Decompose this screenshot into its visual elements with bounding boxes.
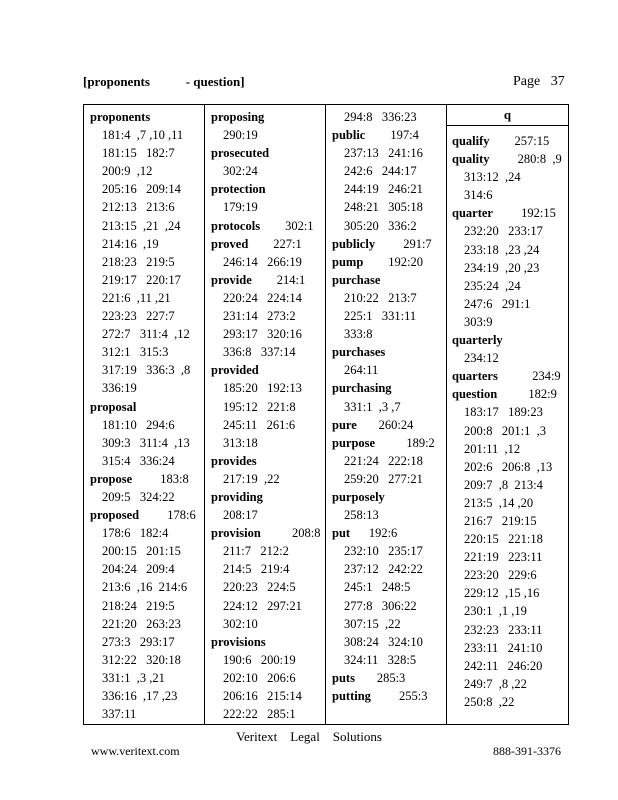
index-ref: 259:20 277:21: [344, 471, 423, 486]
index-ref: 242:6 244:17: [344, 164, 417, 179]
index-ref: 242:11 246:20: [464, 658, 543, 673]
index-entry: [90, 470, 204, 488]
index-term: propose: [90, 471, 133, 486]
index-ref: 189:2: [375, 435, 435, 450]
index-ref: 213:5 ,14 ,20: [464, 495, 534, 510]
index-entry: [452, 132, 568, 150]
index-ref: 290:19: [223, 128, 258, 143]
index-ref: 231:14 273:2: [223, 309, 296, 324]
index-term: purposely: [332, 489, 385, 504]
index-entry: [332, 524, 446, 542]
index-ref: 234:9: [497, 369, 561, 384]
index-ref: 305:20 336:2: [344, 218, 417, 233]
index-entry: [332, 253, 446, 271]
index-term: protection: [211, 182, 266, 197]
index-ref: 223:20 229:6: [464, 568, 537, 583]
index-ref: 183:17 189:23: [464, 405, 543, 420]
index-entry: [211, 235, 325, 253]
index-ref: 313:18: [223, 435, 258, 450]
index-ref: 208:17: [223, 508, 258, 523]
index-ref: 237:12 242:22: [344, 562, 423, 577]
index-ref: 331:1 ,3 ,21: [102, 670, 165, 685]
index-ref: 280:8 ,9: [489, 152, 562, 167]
footer-website: www.veritext.com: [91, 744, 180, 758]
index-ref: 337:11: [102, 707, 137, 722]
index-ref: 200:15 201:15: [102, 544, 181, 559]
index-column-4: [447, 105, 568, 724]
index-ref: 200:9 ,12: [102, 164, 153, 179]
index-ref: 185:20 192:13: [223, 381, 302, 396]
index-ref: 218:24 219:5: [102, 598, 175, 613]
index-ref: 302:10: [223, 616, 258, 631]
index-entry: [452, 150, 568, 168]
index-ref: 223:23 227:7: [102, 309, 175, 324]
index-ref: 312:1 315:3: [102, 345, 169, 360]
index-ref: 260:24: [356, 417, 414, 432]
index-entry: [211, 217, 325, 235]
index-ref: 181:15 182:7: [102, 146, 175, 161]
index-ref: 291:7: [375, 236, 432, 251]
index-ref: 246:14 266:19: [223, 254, 302, 269]
index-ref: 220:15 221:18: [464, 532, 543, 547]
index-term: purpose: [332, 435, 376, 450]
index-ref: 294:8 336:23: [344, 110, 417, 124]
index-term: quarterly: [452, 333, 503, 348]
index-term: pump: [332, 254, 364, 269]
index-entry: [332, 687, 446, 705]
index-ref: 237:13 241:16: [344, 146, 423, 161]
index-ref: 313:12 ,24: [464, 170, 521, 185]
index-ref: 302:24: [223, 164, 258, 179]
index-ref: 219:17 220:17: [102, 272, 181, 287]
index-ref: 178:6: [139, 508, 196, 523]
index-ref: 202:10 206:6: [223, 670, 296, 685]
index-ref: 277:8 306:22: [344, 598, 417, 613]
index-ref: 245:11 261:6: [223, 417, 296, 432]
index-ref: 218:23 219:5: [102, 254, 175, 269]
index-range-header: [proponents - question]: [83, 74, 245, 89]
letter-heading: q: [447, 105, 568, 126]
index-ref: 216:7 219:15: [464, 513, 537, 528]
index-ref: 232:20 233:17: [464, 224, 543, 239]
index-entry: [211, 524, 325, 542]
footer-company: Veritext Legal Solutions: [236, 729, 382, 744]
index-ref: 214:5 219:4: [223, 562, 290, 577]
index-ref: 293:17 320:16: [223, 327, 302, 342]
index-ref: 336:8 337:14: [223, 345, 296, 360]
index-ref: 285:3: [354, 670, 406, 685]
index-ref: 205:16 209:14: [102, 182, 181, 197]
index-ref: 214:1: [251, 272, 306, 287]
index-ref: 336:16 ,17 ,23: [102, 689, 178, 703]
index-ref: 221:19 223:11: [464, 550, 543, 565]
index-entry: [332, 669, 446, 687]
index-term: purchasing: [332, 381, 392, 396]
index-ref: 315:4 336:24: [102, 453, 175, 468]
index-entry: [332, 416, 446, 434]
index-ref: 302:1: [260, 218, 314, 233]
index-column-1: [84, 105, 205, 724]
index-entry: [452, 204, 568, 222]
index-entry: [452, 385, 568, 403]
index-term: providing: [211, 489, 263, 504]
index-ref: 182:9: [497, 387, 557, 402]
index-ref: 249:7 ,8 ,22: [464, 676, 527, 691]
index-term: question: [452, 387, 498, 402]
index-term: proposal: [90, 399, 137, 414]
index-ref: 234:12: [464, 351, 499, 366]
index-term: purchase: [332, 272, 381, 287]
index-ref: 230:1 ,1 ,19: [464, 604, 527, 619]
page-number: Page 37: [513, 74, 565, 89]
index-ref: 225:1 331:11: [344, 309, 417, 324]
index-ref: 220:23 224:5: [223, 580, 296, 595]
index-ref: 213:6 ,16 214:6: [102, 580, 188, 595]
index-ref: 202:6 206:8 ,13: [464, 459, 553, 474]
index-term: quarter: [452, 206, 493, 221]
index-ref: 190:6 200:19: [223, 652, 296, 667]
index-ref: 247:6 291:1: [464, 296, 531, 311]
index-term: public: [332, 128, 366, 143]
index-ref: 179:19: [223, 200, 258, 215]
index-ref: 273:3 293:17: [102, 634, 175, 649]
index-ref: 258:13: [344, 508, 379, 523]
index-ref: 331:1 ,3 ,7: [344, 399, 401, 414]
index-term: prosecuted: [211, 146, 270, 161]
index-ref: 235:24 ,24: [464, 278, 521, 293]
index-ref: 192:20: [363, 254, 424, 269]
index-ref: 257:15: [489, 134, 550, 148]
index-term: provide: [211, 272, 252, 287]
index-ref: 214:16 ,19: [102, 236, 159, 251]
index-term: proponents: [90, 110, 151, 124]
index-entry: [332, 434, 446, 452]
index-ref: 181:10 294:6: [102, 417, 175, 432]
index-ref: 333:8: [344, 327, 373, 342]
index-ref: 234:19 ,20 ,23: [464, 260, 540, 275]
index-term: put: [332, 526, 351, 541]
index-ref: 217:19 ,22: [223, 471, 280, 486]
index-ref: 317:19 336:3 ,8: [102, 363, 191, 378]
index-ref: 211:7 212:2: [223, 544, 289, 559]
index-ref: 209:5 324:22: [102, 489, 175, 504]
index-ref: 192:6: [350, 526, 398, 541]
index-ref: 255:3: [370, 689, 428, 703]
index-ref: 250:8 ,22: [464, 694, 515, 709]
index-ref: 181:4 ,7 ,10 ,11: [102, 128, 184, 143]
index-column-2: [205, 105, 326, 724]
index-term: putting: [332, 689, 371, 703]
index-ref: 227:1: [248, 236, 302, 251]
index-ref: 232:10 235:17: [344, 544, 423, 559]
index-term: protocols: [211, 218, 261, 233]
index-entry: [332, 235, 446, 253]
index-ref: 244:19 246:21: [344, 182, 423, 197]
index-term: quarters: [452, 369, 498, 384]
index-ref: 264:11: [344, 363, 379, 378]
index-ref: 312:22 320:18: [102, 652, 181, 667]
index-ref: 308:24 324:10: [344, 634, 423, 649]
index-ref: 324:11 328:5: [344, 652, 417, 667]
index-ref: 224:12 297:21: [223, 598, 302, 613]
index-ref: 221:24 222:18: [344, 453, 423, 468]
index-term: pure: [332, 417, 357, 432]
index-term: qualify: [452, 134, 490, 148]
index-ref: 209:7 ,8 213:4: [464, 477, 543, 492]
index-term: provision: [211, 526, 261, 541]
index-ref: 303:9: [464, 314, 493, 329]
index-ref: 200:8 201:1 ,3: [464, 423, 546, 438]
index-ref: 206:16 215:14: [223, 689, 302, 703]
index-term: publicly: [332, 236, 376, 251]
index-term: puts: [332, 670, 355, 685]
index-ref: 210:22 213:7: [344, 290, 417, 305]
index-ref: 195:12 221:8: [223, 399, 296, 414]
index-term: proved: [211, 236, 249, 251]
index-column-3: [326, 105, 447, 724]
index-ref: 197:4: [365, 128, 419, 143]
index-ref: 213:15 ,21 ,24: [102, 218, 181, 233]
word-index-table: [83, 104, 569, 725]
index-ref: 192:15: [492, 206, 556, 221]
footer-phone: 888-391-3376: [493, 744, 561, 758]
index-term: proposing: [211, 110, 265, 124]
index-ref: 245:1 248:5: [344, 580, 411, 595]
index-term: purchases: [332, 345, 386, 360]
index-ref: 229:12 ,15 ,16: [464, 586, 540, 601]
index-ref: 232:23 233:11: [464, 622, 543, 637]
index-ref: 307:15 ,22: [344, 616, 401, 631]
index-ref: 272:7 311:4 ,12: [102, 327, 190, 342]
index-ref: 221:20 263:23: [102, 616, 181, 631]
index-entry: [211, 271, 325, 289]
index-ref: 201:11 ,12: [464, 441, 521, 456]
index-ref: 233:11 241:10: [464, 640, 543, 655]
index-term: provisions: [211, 634, 266, 649]
index-ref: 309:3 311:4 ,13: [102, 435, 190, 450]
index-ref: 336:19: [102, 381, 137, 396]
index-ref: 233:18 ,23 ,24: [464, 242, 540, 257]
index-term: provided: [211, 363, 259, 378]
index-ref: 248:21 305:18: [344, 200, 423, 215]
index-ref: 208:8: [260, 526, 321, 541]
index-ref: 204:24 209:4: [102, 562, 175, 577]
index-entry: [90, 506, 204, 524]
index-ref: 220:24 224:14: [223, 290, 302, 305]
index-ref: 178:6 182:4: [102, 526, 169, 541]
index-ref: 314:6: [464, 188, 493, 203]
index-ref: 212:13 213:6: [102, 200, 175, 215]
index-term: proposed: [90, 508, 140, 523]
index-entry: [452, 367, 568, 385]
index-term: quality: [452, 152, 490, 167]
index-entry: [332, 126, 446, 144]
index-term: provides: [211, 453, 257, 468]
index-ref: 222:22 285:1: [223, 707, 296, 722]
index-ref: 221:6 ,11 ,21: [102, 290, 171, 305]
index-ref: 183:8: [132, 471, 189, 486]
